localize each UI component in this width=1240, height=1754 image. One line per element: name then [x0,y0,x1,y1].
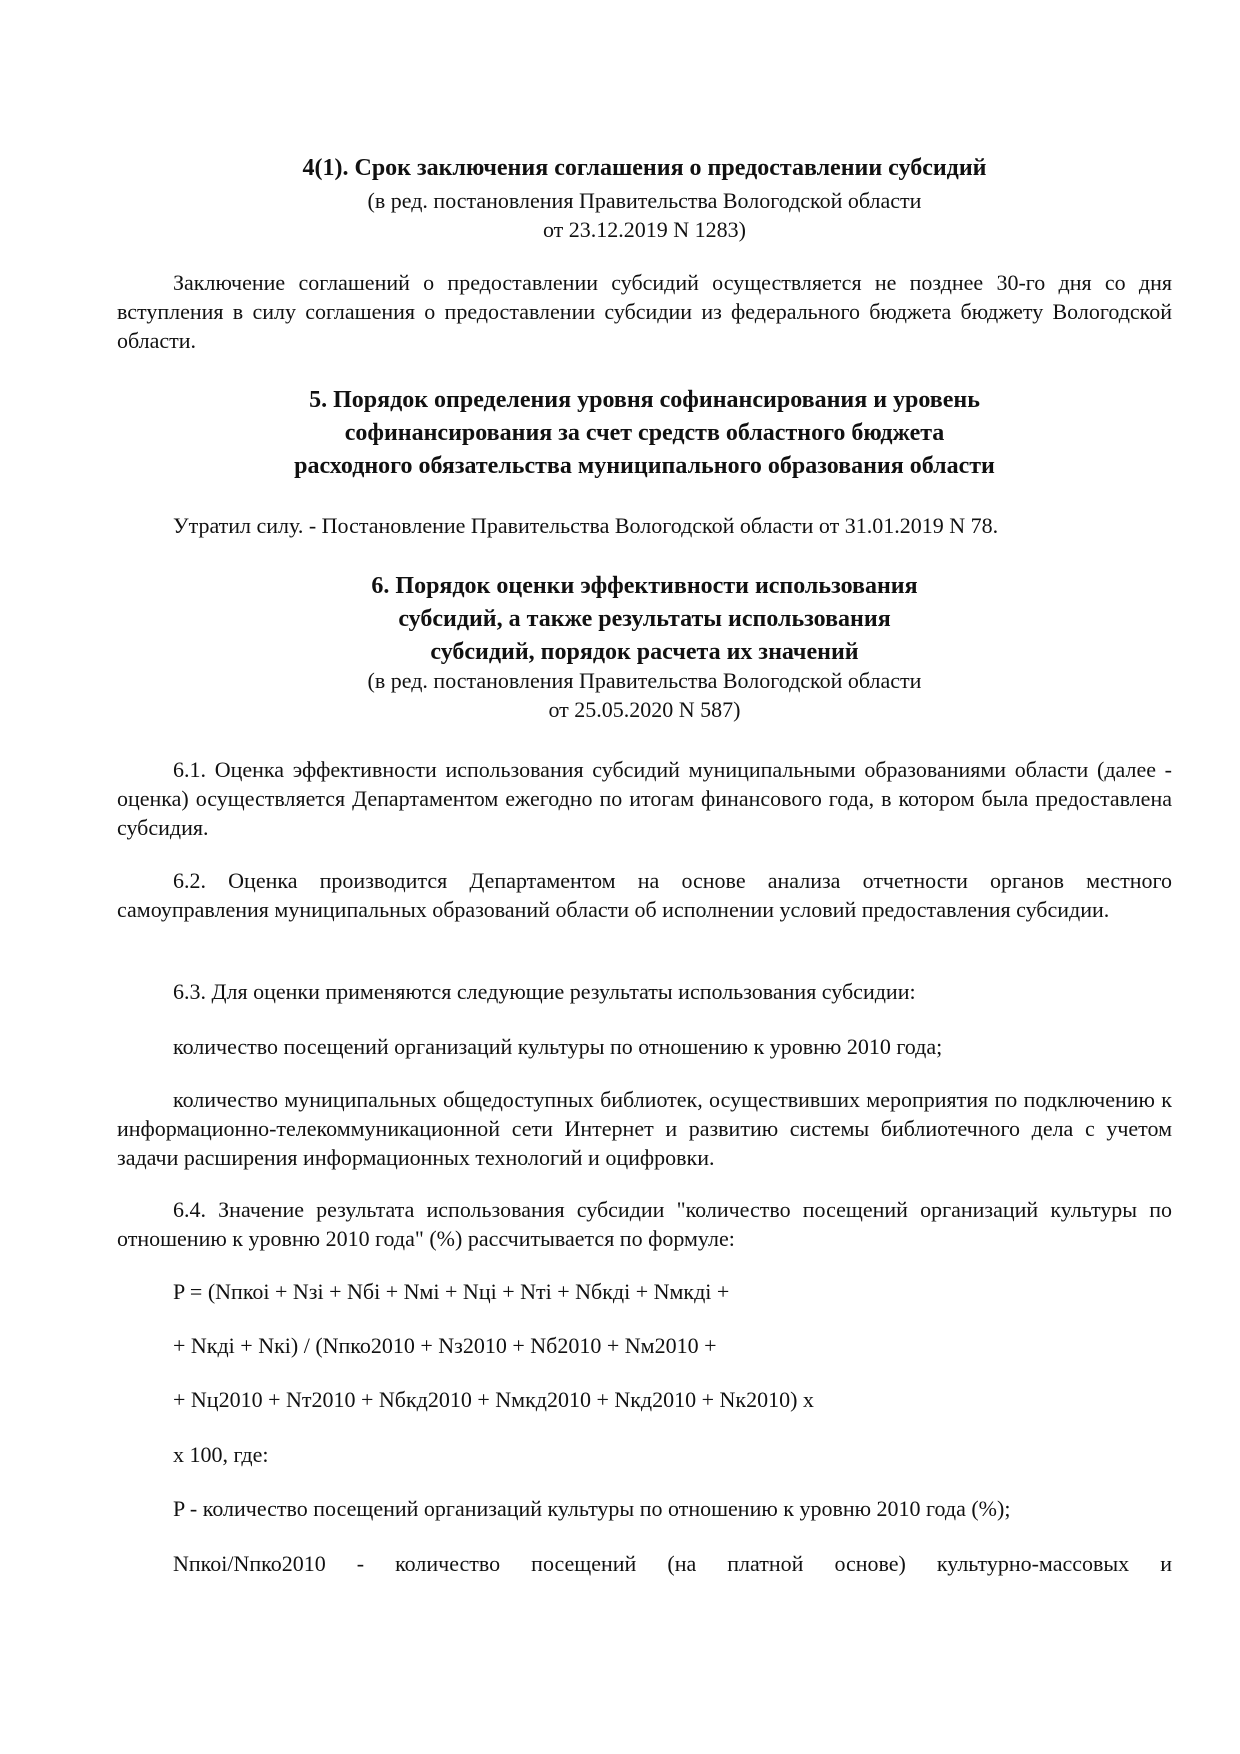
edition-line: от 25.05.2020 N 587) [548,697,741,722]
edition-line: от 23.12.2019 N 1283) [542,217,747,242]
formula-line: + Nкдi + Nкi) / (Nпко2010 + Nз2010 + Nб2010 + Nм2010 + [173,1333,717,1358]
section-4-1-title: 4(1). Срок заключения соглашения о предоставлении субсидий [302,155,987,181]
title-line: софинансирования за счет средств областного бюджета [344,420,945,446]
edition-line: (в ред. постановления Правительства Вологодской области [367,668,922,693]
paragraph-6-2: 6.2. Оценка производится Департаментом на основе анализа отчетности органов местного самоуправления муниципальных образований области об исполнении условий предоставления субсидии. [117,868,1172,922]
title-line: субсидий, а также результаты использования [398,606,891,632]
title-line: расходного обязательства муниципального образования области [294,453,995,479]
section-6-title [117,570,1172,669]
section-4-1-edition-note [117,186,1172,244]
title-line: 5. Порядок определения уровня софинансирования и уровень [309,387,980,413]
definition: P - количество посещений организаций культуры по отношению к уровню 2010 года (%); [173,1496,1011,1521]
paragraph: Утратил силу. - Постановление Правительства Вологодской области от 31.01.2019 N 78. [173,513,999,538]
section-5-title [117,384,1172,483]
definition: Nпкоi/Nпко2010 - количество посещений (на платной основе) культурно-массовых и [173,1551,1172,1576]
paragraph-6-4: 6.4. Значение результата использования субсидии "количество посещений организаций культуры по отношению к уровню 2010 года" (%) рассчитывается по формуле: [117,1197,1172,1251]
title-line: 6. Порядок оценки эффективности использования [371,573,918,599]
paragraph-6-3: 6.3. Для оценки применяются следующие результаты использования субсидии: [173,979,916,1004]
formula-line: P = (Nпкоi + Nзi + Nбi + Nмi + Nцi + Nтi + Nбкдi + Nмкдi + [173,1279,730,1304]
section-6-edition-note [117,666,1172,724]
edition-line: (в ред. постановления Правительства Вологодской области [367,188,922,213]
paragraph-6-1: 6.1. Оценка эффективности использования субсидий муниципальными образованиями области (далее - оценка) осуществляется Департаментом ежегодно по итогам финансового года, в котором была предоставлена субсидия. [117,757,1172,840]
result-item: количество посещений организаций культуры по отношению к уровню 2010 года; [173,1034,943,1059]
formula-line: + Nц2010 + Nт2010 + Nбкд2010 + Nмкд2010 + Nкд2010 + Nк2010) x [173,1387,814,1412]
paragraph: Заключение соглашений о предоставлении субсидий осуществляется не позднее 30-го дня со дня вступления в силу соглашения о предоставлении субсидии из федерального бюджета бюджету Вологодской области. [117,270,1172,353]
result-item: количество муниципальных общедоступных библиотек, осуществивших мероприятия по подключению к информационно-телекоммуникационной сети Интернет и развитию системы библиотечного дела с учетом задачи расширения информационных технологий и оцифровки. [117,1087,1172,1170]
formula-line: x 100, где: [173,1442,269,1467]
title-line: субсидий, порядок расчета их значений [430,639,859,665]
